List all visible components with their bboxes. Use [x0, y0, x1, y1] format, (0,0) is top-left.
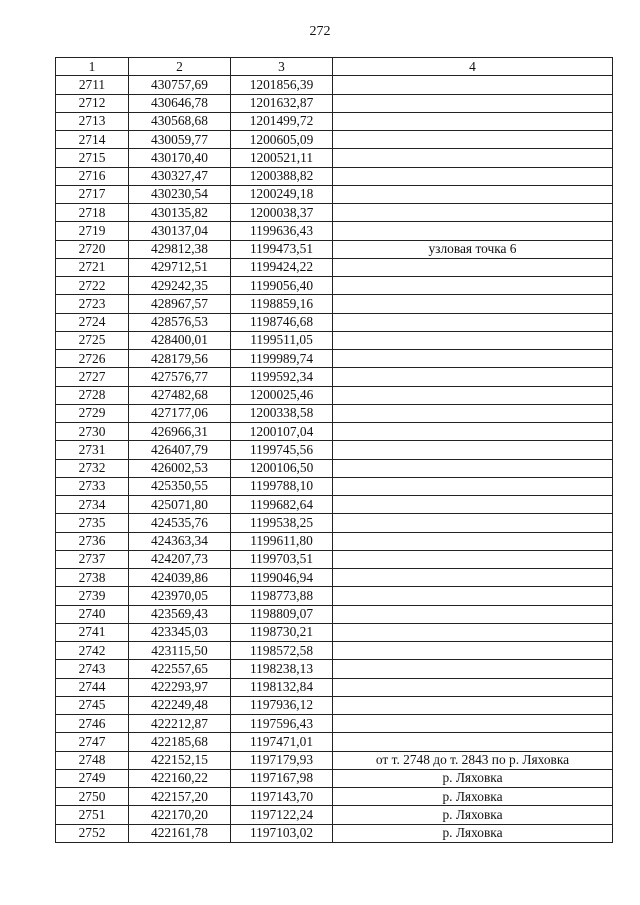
table-row [56, 441, 613, 459]
table-cell: 427177,06 [129, 404, 231, 422]
column-header: 1 [56, 58, 129, 76]
table-cell: 2719 [56, 222, 129, 240]
table-cell [333, 605, 613, 623]
table-cell: 424535,76 [129, 514, 231, 532]
table-cell: 1198572,58 [231, 642, 333, 660]
table-cell: 2728 [56, 386, 129, 404]
column-header: 3 [231, 58, 333, 76]
table-row [56, 642, 613, 660]
table-cell: 2715 [56, 149, 129, 167]
table-cell: 1197103,02 [231, 824, 333, 842]
table-cell: от т. 2748 до т. 2843 по р. Ляховка [333, 751, 613, 769]
table-cell [333, 167, 613, 185]
table-row [56, 715, 613, 733]
table-cell: 2726 [56, 350, 129, 368]
table-row [56, 76, 613, 94]
table-cell [333, 112, 613, 130]
table-cell: 1197471,01 [231, 733, 333, 751]
table-cell: 1200107,04 [231, 423, 333, 441]
table-cell: 2729 [56, 404, 129, 422]
table-cell: 2743 [56, 660, 129, 678]
table-cell: 1199745,56 [231, 441, 333, 459]
table-cell: 429712,51 [129, 258, 231, 276]
table-row [56, 733, 613, 751]
table-cell: 2735 [56, 514, 129, 532]
table-cell: 430135,82 [129, 204, 231, 222]
table-cell: 430230,54 [129, 185, 231, 203]
table-row [56, 204, 613, 222]
table-cell: 1199611,80 [231, 532, 333, 550]
table-cell: 424363,34 [129, 532, 231, 550]
table-cell: 423345,03 [129, 623, 231, 641]
table-row [56, 788, 613, 806]
table-cell: 2748 [56, 751, 129, 769]
table-cell: 1198773,88 [231, 587, 333, 605]
table-cell: 424207,73 [129, 550, 231, 568]
table-cell: 1199424,22 [231, 258, 333, 276]
table-cell: 424039,86 [129, 569, 231, 587]
table-cell [333, 368, 613, 386]
table-cell: 2749 [56, 769, 129, 787]
table-cell [333, 623, 613, 641]
table-cell: 425350,55 [129, 477, 231, 495]
table-row [56, 185, 613, 203]
table-cell: 2744 [56, 678, 129, 696]
table-row [56, 222, 613, 240]
table-row [56, 660, 613, 678]
table-cell: 2731 [56, 441, 129, 459]
table-cell [333, 350, 613, 368]
table-cell: 422160,22 [129, 769, 231, 787]
table-cell: 1198859,16 [231, 295, 333, 313]
table-cell: 1199703,51 [231, 550, 333, 568]
table-row [56, 131, 613, 149]
table-cell: 1201632,87 [231, 94, 333, 112]
table-cell: 2721 [56, 258, 129, 276]
table-cell: 428576,53 [129, 313, 231, 331]
table-cell: 428400,01 [129, 331, 231, 349]
table-cell: 1199056,40 [231, 277, 333, 295]
table-cell: 1197167,98 [231, 769, 333, 787]
table-row [56, 112, 613, 130]
table-cell: 430137,04 [129, 222, 231, 240]
table-row [56, 295, 613, 313]
table-cell: 1197596,43 [231, 715, 333, 733]
table-row [56, 423, 613, 441]
table-cell: 1197143,70 [231, 788, 333, 806]
table-cell [333, 149, 613, 167]
table-cell: 428179,56 [129, 350, 231, 368]
table-cell [333, 131, 613, 149]
table-cell: 1199682,64 [231, 496, 333, 514]
table-cell: 422249,48 [129, 696, 231, 714]
table-cell: р. Ляховка [333, 769, 613, 787]
table-cell: 2736 [56, 532, 129, 550]
table-cell: 422185,68 [129, 733, 231, 751]
table-cell: 427576,77 [129, 368, 231, 386]
table-cell: 425071,80 [129, 496, 231, 514]
table-cell: 1199511,05 [231, 331, 333, 349]
table-cell: 1198809,07 [231, 605, 333, 623]
table-cell: 1200388,82 [231, 167, 333, 185]
table-row [56, 277, 613, 295]
table-cell: 2739 [56, 587, 129, 605]
table-cell [333, 696, 613, 714]
table-cell [333, 496, 613, 514]
table-cell: 422557,65 [129, 660, 231, 678]
table-cell [333, 185, 613, 203]
table-cell: 2747 [56, 733, 129, 751]
table-cell: 1198730,21 [231, 623, 333, 641]
table-cell: 2751 [56, 806, 129, 824]
table-row [56, 496, 613, 514]
table-cell: 2745 [56, 696, 129, 714]
table-cell [333, 550, 613, 568]
table-cell [333, 569, 613, 587]
table-cell: 430646,78 [129, 94, 231, 112]
table-cell: 422170,20 [129, 806, 231, 824]
table-cell: 423115,50 [129, 642, 231, 660]
table-cell: 1199636,43 [231, 222, 333, 240]
table-cell [333, 204, 613, 222]
table-cell: 2738 [56, 569, 129, 587]
table-cell: 1199538,25 [231, 514, 333, 532]
table-row [56, 94, 613, 112]
table-row [56, 386, 613, 404]
table-cell: 1197122,24 [231, 806, 333, 824]
table-row [56, 532, 613, 550]
table-row [56, 514, 613, 532]
table-cell [333, 331, 613, 349]
table-cell [333, 660, 613, 678]
table-cell: р. Ляховка [333, 824, 613, 842]
table-cell: 427482,68 [129, 386, 231, 404]
table-cell: 1200605,09 [231, 131, 333, 149]
table-cell: 422157,20 [129, 788, 231, 806]
table-cell: 430327,47 [129, 167, 231, 185]
table-cell: 422212,87 [129, 715, 231, 733]
table-cell: 2714 [56, 131, 129, 149]
table-row [56, 751, 613, 769]
table-cell: 2725 [56, 331, 129, 349]
table-cell [333, 678, 613, 696]
table-cell: 2727 [56, 368, 129, 386]
table-cell [333, 386, 613, 404]
page-number: 272 [309, 24, 331, 39]
table-cell: 1200106,50 [231, 459, 333, 477]
table-row [56, 404, 613, 422]
table-cell [333, 441, 613, 459]
table-row [56, 313, 613, 331]
table-row [56, 167, 613, 185]
table-body [56, 76, 613, 843]
table-cell: 2713 [56, 112, 129, 130]
table-cell [333, 295, 613, 313]
table-row [56, 240, 613, 258]
column-header: 4 [333, 58, 613, 76]
table-cell: 429812,38 [129, 240, 231, 258]
table-cell [333, 313, 613, 331]
table-cell: 1199046,94 [231, 569, 333, 587]
table-cell: 1200338,58 [231, 404, 333, 422]
table-cell [333, 258, 613, 276]
table-cell: 422293,97 [129, 678, 231, 696]
table-row [56, 258, 613, 276]
table-cell: 1200249,18 [231, 185, 333, 203]
table-row [56, 678, 613, 696]
table-row [56, 623, 613, 641]
table-cell [333, 76, 613, 94]
table-cell: 430568,68 [129, 112, 231, 130]
table-cell: 2720 [56, 240, 129, 258]
table-cell: 2712 [56, 94, 129, 112]
table-cell: 428967,57 [129, 295, 231, 313]
table-cell: 1200038,37 [231, 204, 333, 222]
table-cell [333, 477, 613, 495]
table-row [56, 806, 613, 824]
table-cell: 1200521,11 [231, 149, 333, 167]
table-cell: 2746 [56, 715, 129, 733]
coordinates-table [55, 57, 613, 843]
table-row [56, 350, 613, 368]
table-cell [333, 715, 613, 733]
table-cell: 1201856,39 [231, 76, 333, 94]
table-cell: 2737 [56, 550, 129, 568]
table-cell [333, 459, 613, 477]
table-cell: 430170,40 [129, 149, 231, 167]
table-cell [333, 642, 613, 660]
table-cell [333, 423, 613, 441]
table-cell: 422161,78 [129, 824, 231, 842]
table-cell [333, 587, 613, 605]
table-row [56, 368, 613, 386]
table-cell: 2716 [56, 167, 129, 185]
table-cell: 1201499,72 [231, 112, 333, 130]
table-cell: 2752 [56, 824, 129, 842]
table-row [56, 550, 613, 568]
table-cell: 1198238,13 [231, 660, 333, 678]
table-cell: 2750 [56, 788, 129, 806]
table-row [56, 331, 613, 349]
table-cell: 1199788,10 [231, 477, 333, 495]
table-row [56, 769, 613, 787]
table-cell [333, 532, 613, 550]
table-cell: 430757,69 [129, 76, 231, 94]
table-cell [333, 277, 613, 295]
table-cell: 2733 [56, 477, 129, 495]
table-cell: 2734 [56, 496, 129, 514]
table-cell: 423569,43 [129, 605, 231, 623]
table-cell: р. Ляховка [333, 806, 613, 824]
table-cell: 426407,79 [129, 441, 231, 459]
table-row [56, 459, 613, 477]
table-row [56, 696, 613, 714]
table-cell: 1197936,12 [231, 696, 333, 714]
table-cell: 2740 [56, 605, 129, 623]
table-cell: 426966,31 [129, 423, 231, 441]
table-cell: 2718 [56, 204, 129, 222]
table-cell: 422152,15 [129, 751, 231, 769]
table-row [56, 149, 613, 167]
table-cell: 2730 [56, 423, 129, 441]
table-row [56, 824, 613, 842]
table-cell: 2742 [56, 642, 129, 660]
table-cell: 426002,53 [129, 459, 231, 477]
table-cell: 1200025,46 [231, 386, 333, 404]
table-cell: 1197179,93 [231, 751, 333, 769]
table-header-row [56, 58, 613, 76]
table-cell: 1199473,51 [231, 240, 333, 258]
table-cell: 2711 [56, 76, 129, 94]
table-cell: 2724 [56, 313, 129, 331]
table-cell [333, 222, 613, 240]
table-cell [333, 404, 613, 422]
table-cell: 1199592,34 [231, 368, 333, 386]
table-cell [333, 733, 613, 751]
table-cell [333, 94, 613, 112]
table-cell: 1198746,68 [231, 313, 333, 331]
table-cell: 2732 [56, 459, 129, 477]
table-cell [333, 514, 613, 532]
column-header: 2 [129, 58, 231, 76]
table-row [56, 587, 613, 605]
table-cell: 2717 [56, 185, 129, 203]
table-cell: 430059,77 [129, 131, 231, 149]
table-cell: 423970,05 [129, 587, 231, 605]
table-cell: 1198132,84 [231, 678, 333, 696]
table-row [56, 477, 613, 495]
table-cell: 2741 [56, 623, 129, 641]
table-row [56, 605, 613, 623]
table-cell: узловая точка 6 [333, 240, 613, 258]
table-cell: 2723 [56, 295, 129, 313]
table-cell: 2722 [56, 277, 129, 295]
table-cell: р. Ляховка [333, 788, 613, 806]
table-cell: 429242,35 [129, 277, 231, 295]
table-cell: 1199989,74 [231, 350, 333, 368]
table-row [56, 569, 613, 587]
